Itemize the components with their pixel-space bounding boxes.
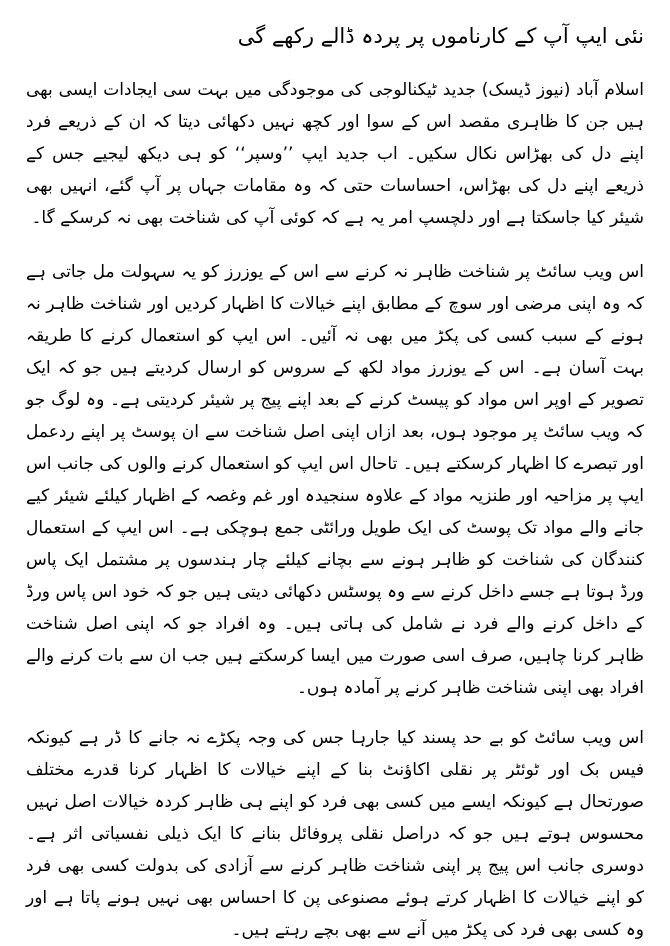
- article-paragraph-2: اس ویب سائٹ پر شناخت ظاہر نہ کرنے سے اس کے یوزرز کو یہ سہولت مل جاتی ہے کہ وہ اپنی مرضی اور سوچ کے مطابق اپنے خیالات کا اظہار کردیں اور شناخت ظاہر نہ ہونے کے سبب کسی کی پکڑ میں بھی نہ آئیں۔ اس ایپ کو استعمال کرنے کا طریقہ بہت آسان ہے۔ اس کے یوزرز مواد لکھ کے سروس کو ارسال کردیتے ہیں جو کہ ایک تصویر کے اوپر اس مواد کو پیسٹ کرنے کے بعد اپنے پیج پر شیئر کردیتی ہے۔ وہ لوگ جو کہ ویب سائٹ پر موجود ہوں، بعد ازاں اپنی اصل شناخت سے ان پوسٹ پر اپنے ردعمل اور تبصرے کا اظہار کرسکتے ہیں۔ تاحال اس ایپ کو استعمال کرنے والوں کی جانب اس ایپ پر مزاحیہ اور طنزیہ مواد کے علاوہ سنجیدہ اور غم وغصہ کے اظہار کیلئے شیئر کیے جانے والے مواد تک پوسٹ کی ایک طویل ورائٹی جمع ہوچکی ہے۔ اس ایپ کے استعمال کنندگان کی شناخت کو ظاہر ہونے سے بچانے کیلئے چار ہندسوں پر مشتمل ایک پاس ورڈ ہوتا ہے جسے داخل کرنے سے وہ پوسٹس دکھائی دیتی ہیں جو کہ خود اس پاس ورڈ کے داخل کرنے والے فرد نے شامل کی ہاتی ہیں۔ وہ افراد جو کہ اپنی اصل شناخت ظاہر کرنا چاہیں، صرف اسی صورت میں ایسا کرسکتے ہیں جب ان سے بات کرنے والے افراد بھی اپنی شناخت ظاہر کرنے پر آمادہ ہوں۔: [26, 262, 644, 698]
- article-headline: نئی ایپ آپ کے کارناموں پر پردہ ڈالے رکھے گی: [237, 24, 644, 48]
- article-paragraph-1: اسلام آباد (نیوز ڈیسک) جدید ٹیکنالوجی کی موجودگی میں بہت سی ایجادات ایسی بھی ہیں جن کا ظاہری مقصد اس کے سوا اور کچھ نہیں دکھائی دیتا کہ ان کے ذریعے فرد اپنے دل کی بھڑاس نکال سکیں۔ اب جدید ایپ ’’وسپر‘‘ کو ہی دیکھ لیجیے جس کے ذریعے اپنے دل کی بھڑاس، احساسات حتی کہ وہ مقامات جہاں پر آپ گئے، انہیں بھی شیئر کیا جاسکتا ہے اور دلچسپ امر یہ ہے کہ کوئی آپ کی شناخت بھی نہ کرسکے گا۔: [26, 80, 644, 228]
- article-paragraph-3: اس ویب سائٹ کو بے حد پسند کیا جارہا جس کی وجہ پکڑے نہ جانے کا ڈر ہے کیونکہ فیس بک اور ٹوئٹر پر نقلی اکاؤنٹ بنا کے اپنے خیالات کا اظہار کرنا قدرے مختلف صورتحال ہے کیونکہ ایسے میں کسی بھی فرد کو اپنے ہی ظاہر کردہ خیالات اصل نہیں محسوس ہوتے ہیں جو کہ دراصل نقلی پروفائل بنانے کا ایک ذیلی نفسیاتی اثر ہے۔ دوسری جانب اس پیج پر اپنی شناخت ظاہر کرنے سے آزادی کی بدولت کسی بھی فرد کو اپنے خیالات کا اظہار کرتے ہوئے مصنوعی پن کا احساس بھی نہیں ہونے پاتا ہے اور وہ کسی بھی فرد کی پکڑ میں آنے سے بھی بچے رہتے ہیں۔: [26, 728, 644, 940]
